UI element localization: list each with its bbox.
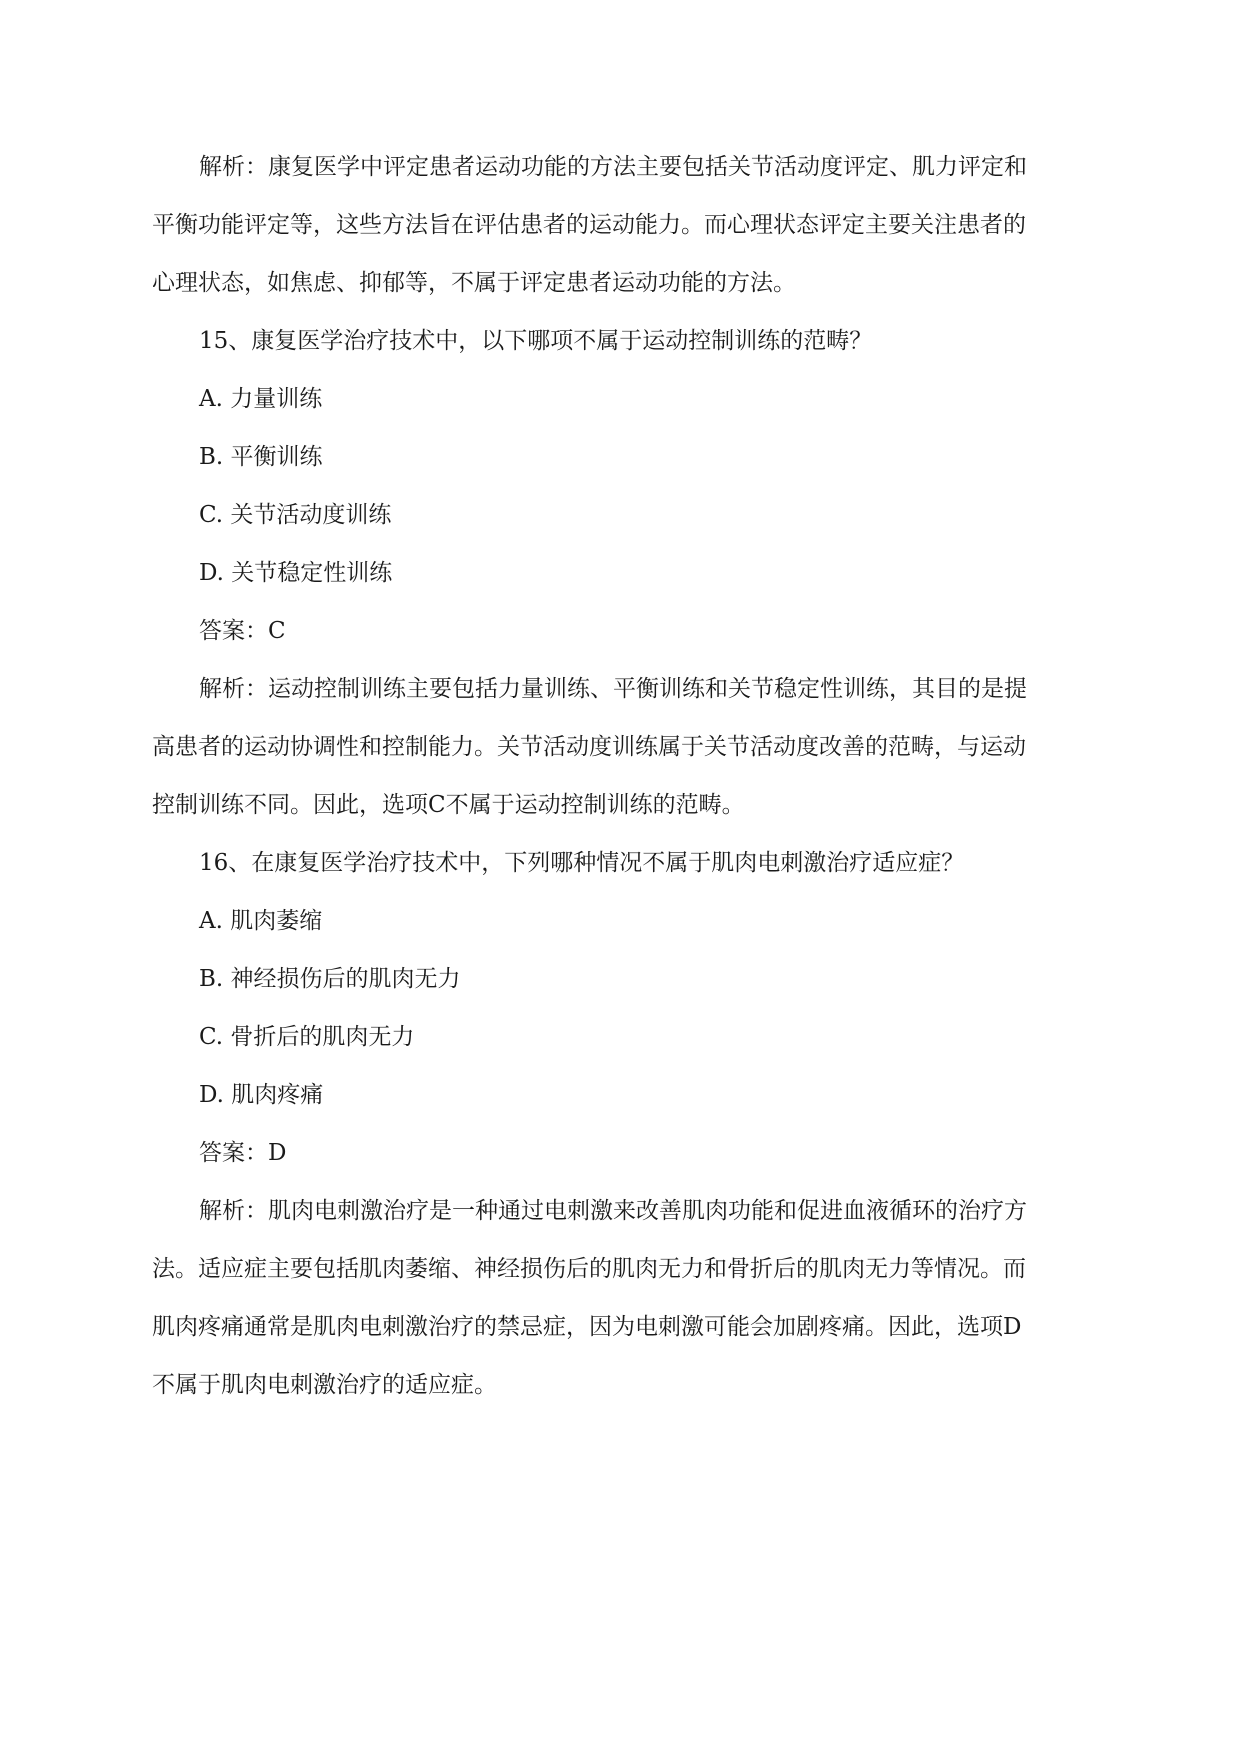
question-16-analysis-line-2: 法。适应症主要包括肌肉萎缩、神经损伤后的肌肉无力和骨折后的肌肉无力等情况。而 xyxy=(152,1256,1026,1282)
question-15-option-b: B. 平衡训练 xyxy=(199,444,323,470)
analysis-14-line-1: 解析：康复医学中评定患者运动功能的方法主要包括关节活动度评定、肌力评定和 xyxy=(199,154,1027,180)
question-16-analysis-line-4: 不属于肌肉电刺激治疗的适应症。 xyxy=(152,1372,497,1398)
question-15-text: 15、康复医学治疗技术中，以下哪项不属于运动控制训练的范畴？ xyxy=(199,328,873,354)
question-15-answer: 答案：C xyxy=(199,618,286,644)
question-15-option-d: D. 关节稳定性训练 xyxy=(199,560,393,586)
question-16-option-b: B. 神经损伤后的肌肉无力 xyxy=(199,966,461,992)
question-15-option-c: C. 关节活动度训练 xyxy=(199,502,392,528)
analysis-14-line-2: 平衡功能评定等，这些方法旨在评估患者的运动能力。而心理状态评定主要关注患者的 xyxy=(152,212,1026,238)
question-16-option-c: C. 骨折后的肌肉无力 xyxy=(199,1024,415,1050)
question-16-text: 16、在康复医学治疗技术中，下列哪种情况不属于肌肉电刺激治疗适应症？ xyxy=(199,850,965,876)
question-15-analysis-line-1: 解析：运动控制训练主要包括力量训练、平衡训练和关节稳定性训练，其目的是提 xyxy=(199,676,1027,702)
question-16-analysis-line-3: 肌肉疼痛通常是肌肉电刺激治疗的禁忌症，因为电刺激可能会加剧疼痛。因此，选项D xyxy=(152,1314,1022,1340)
question-15-analysis-line-3: 控制训练不同。因此，选项C不属于运动控制训练的范畴。 xyxy=(152,792,745,818)
question-16-analysis-line-1: 解析：肌肉电刺激治疗是一种通过电刺激来改善肌肉功能和促进血液循环的治疗方 xyxy=(199,1198,1027,1224)
question-16-option-a: A. 肌肉萎缩 xyxy=(199,908,323,934)
question-16-option-d: D. 肌肉疼痛 xyxy=(199,1082,324,1108)
question-15-analysis-line-2: 高患者的运动协调性和控制能力。关节活动度训练属于关节活动度改善的范畴，与运动 xyxy=(152,734,1026,760)
question-16-answer: 答案：D xyxy=(199,1140,287,1166)
question-15-option-a: A. 力量训练 xyxy=(199,386,323,412)
analysis-14-line-3: 心理状态，如焦虑、抑郁等，不属于评定患者运动功能的方法。 xyxy=(152,270,796,296)
